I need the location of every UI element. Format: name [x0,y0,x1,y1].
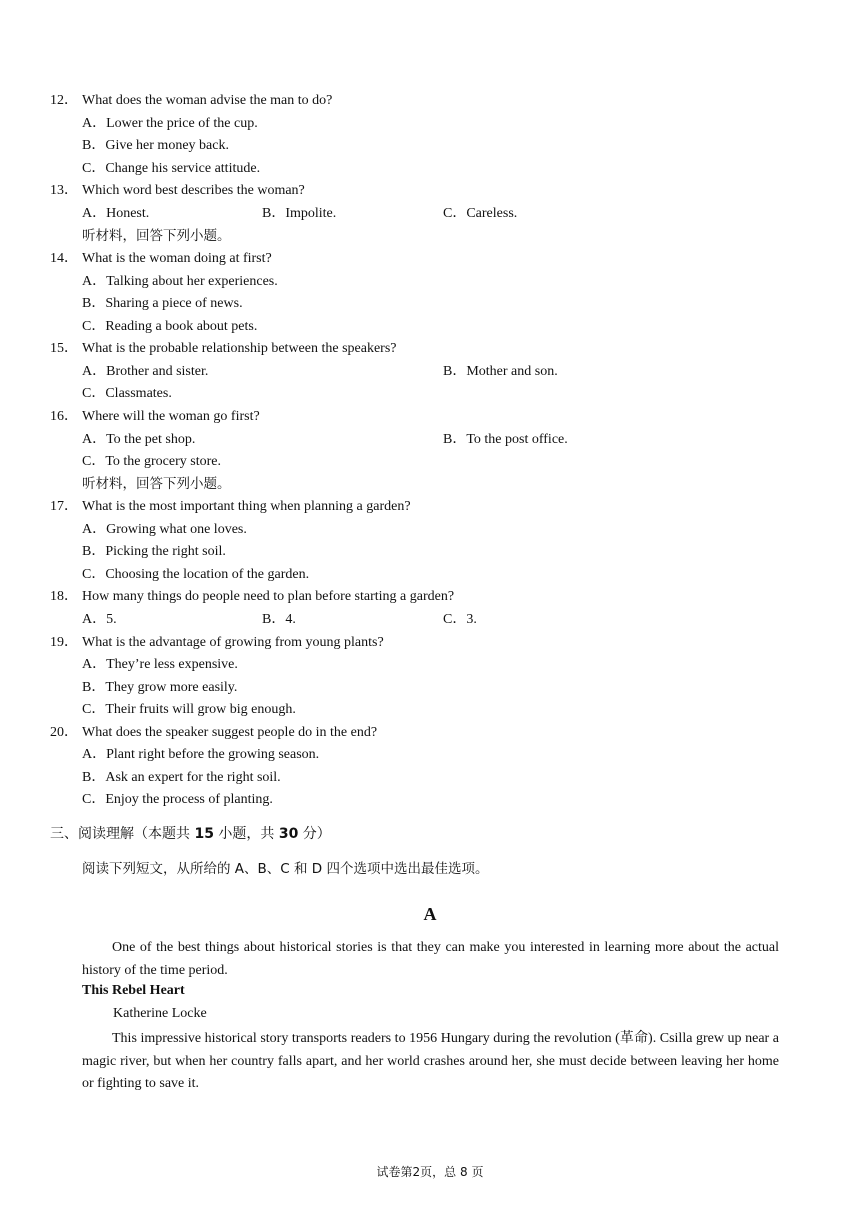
question-text: What is the advantage of growing from young plants? [82,635,384,650]
option-b: B．Impolite. [262,206,337,221]
question-15 [50,340,397,358]
option-c: C．Enjoy the process of planting. [82,792,273,807]
question-number: 20． [50,725,78,740]
section-count: 15 [194,826,214,842]
question-14 [50,250,272,268]
question-text: Which word best describes the woman? [82,183,305,198]
question-12 [50,92,332,110]
section-instruction: 阅读下列短文，从所给的 A、B、C 和 D 四个选项中选出最佳选项。 [82,861,489,877]
question-20 [50,724,377,742]
option-c: C．Classmates. [82,386,172,401]
question-number: 19． [50,635,78,650]
question-number: 13． [50,183,78,198]
page-footer: 试卷第2页，总 8 页 [376,1165,484,1179]
question-text: Where will the woman go first? [82,409,260,424]
book-title: This Rebel Heart [82,983,185,998]
option-b: B．Ask an expert for the right soil. [82,770,281,785]
question-number: 12． [50,93,78,108]
option-a: A．Brother and sister. [82,364,209,379]
option-a: A．Growing what one loves. [82,522,247,537]
option-a: A．Plant right before the growing season. [82,747,320,762]
section-score: 30 [278,826,299,842]
question-number: 16． [50,409,78,424]
question-text: What does the woman advise the man to do? [82,93,333,108]
option-a: A．They’re less expensive. [82,657,238,672]
option-a: A．Honest. [82,206,150,221]
listen-note: 听材料，回答下列小题。 [82,476,231,492]
question-18 [50,588,454,606]
option-a: A．5. [82,612,117,627]
option-c: C．Careless. [443,206,518,221]
section-suffix: 分） [298,826,331,842]
passage-label: A [423,904,437,924]
question-16 [50,408,260,426]
question-text: What is the most important thing when planning a garden? [82,499,411,514]
question-13 [50,182,305,200]
option-b: B．Sharing a piece of news. [82,296,243,311]
option-c: C．To the grocery store. [82,454,221,469]
section-mid: 小题，共 [213,826,279,842]
option-c: C．Reading a book about pets. [82,319,258,334]
question-text: What does the speaker suggest people do in the end? [82,725,378,740]
option-c: C．3. [443,612,477,627]
option-a: A．Talking about her experiences. [82,274,278,289]
question-number: 17． [50,499,78,514]
book-description: This impressive historical story transports readers to 1956 Hungary during the revolution (革命). Csilla grew up near a magic river, but when her country falls apart, and her world crashes around her, she must decide between leaving her home or fighting to save it. [82,1031,779,1091]
section-heading [50,824,331,844]
intro-paragraph: One of the best things about historical stories is that they can make you interested in learning more about the actual history of the time period. [82,940,779,978]
section-prefix: 三、阅读理解（本题共 [50,826,195,842]
option-c: C．Change his service attitude. [82,161,261,176]
option-a: A．To the pet shop. [82,432,196,447]
option-a: A．Lower the price of the cup. [82,116,258,131]
question-17 [50,498,411,516]
question-number: 15． [50,341,78,356]
option-c: C．Choosing the location of the garden. [82,567,310,582]
option-c: C．Their fruits will grow big enough. [82,702,296,717]
option-b: B．They grow more easily. [82,680,238,695]
question-19 [50,634,384,652]
question-number: 18． [50,589,78,604]
question-text: What is the probable relationship between the speakers? [82,341,397,356]
question-number: 14． [50,251,78,266]
option-b: B．To the post office. [443,432,568,447]
option-b: B．Give her money back. [82,138,229,153]
option-b: B．4. [262,612,296,627]
option-b: B．Mother and son. [443,364,558,379]
listen-note: 听材料，回答下列小题。 [82,228,231,244]
option-b: B．Picking the right soil. [82,544,226,559]
book-author: Katherine Locke [113,1006,207,1021]
question-text: How many things do people need to plan before starting a garden? [82,589,455,604]
question-text: What is the woman doing at first? [82,251,272,266]
